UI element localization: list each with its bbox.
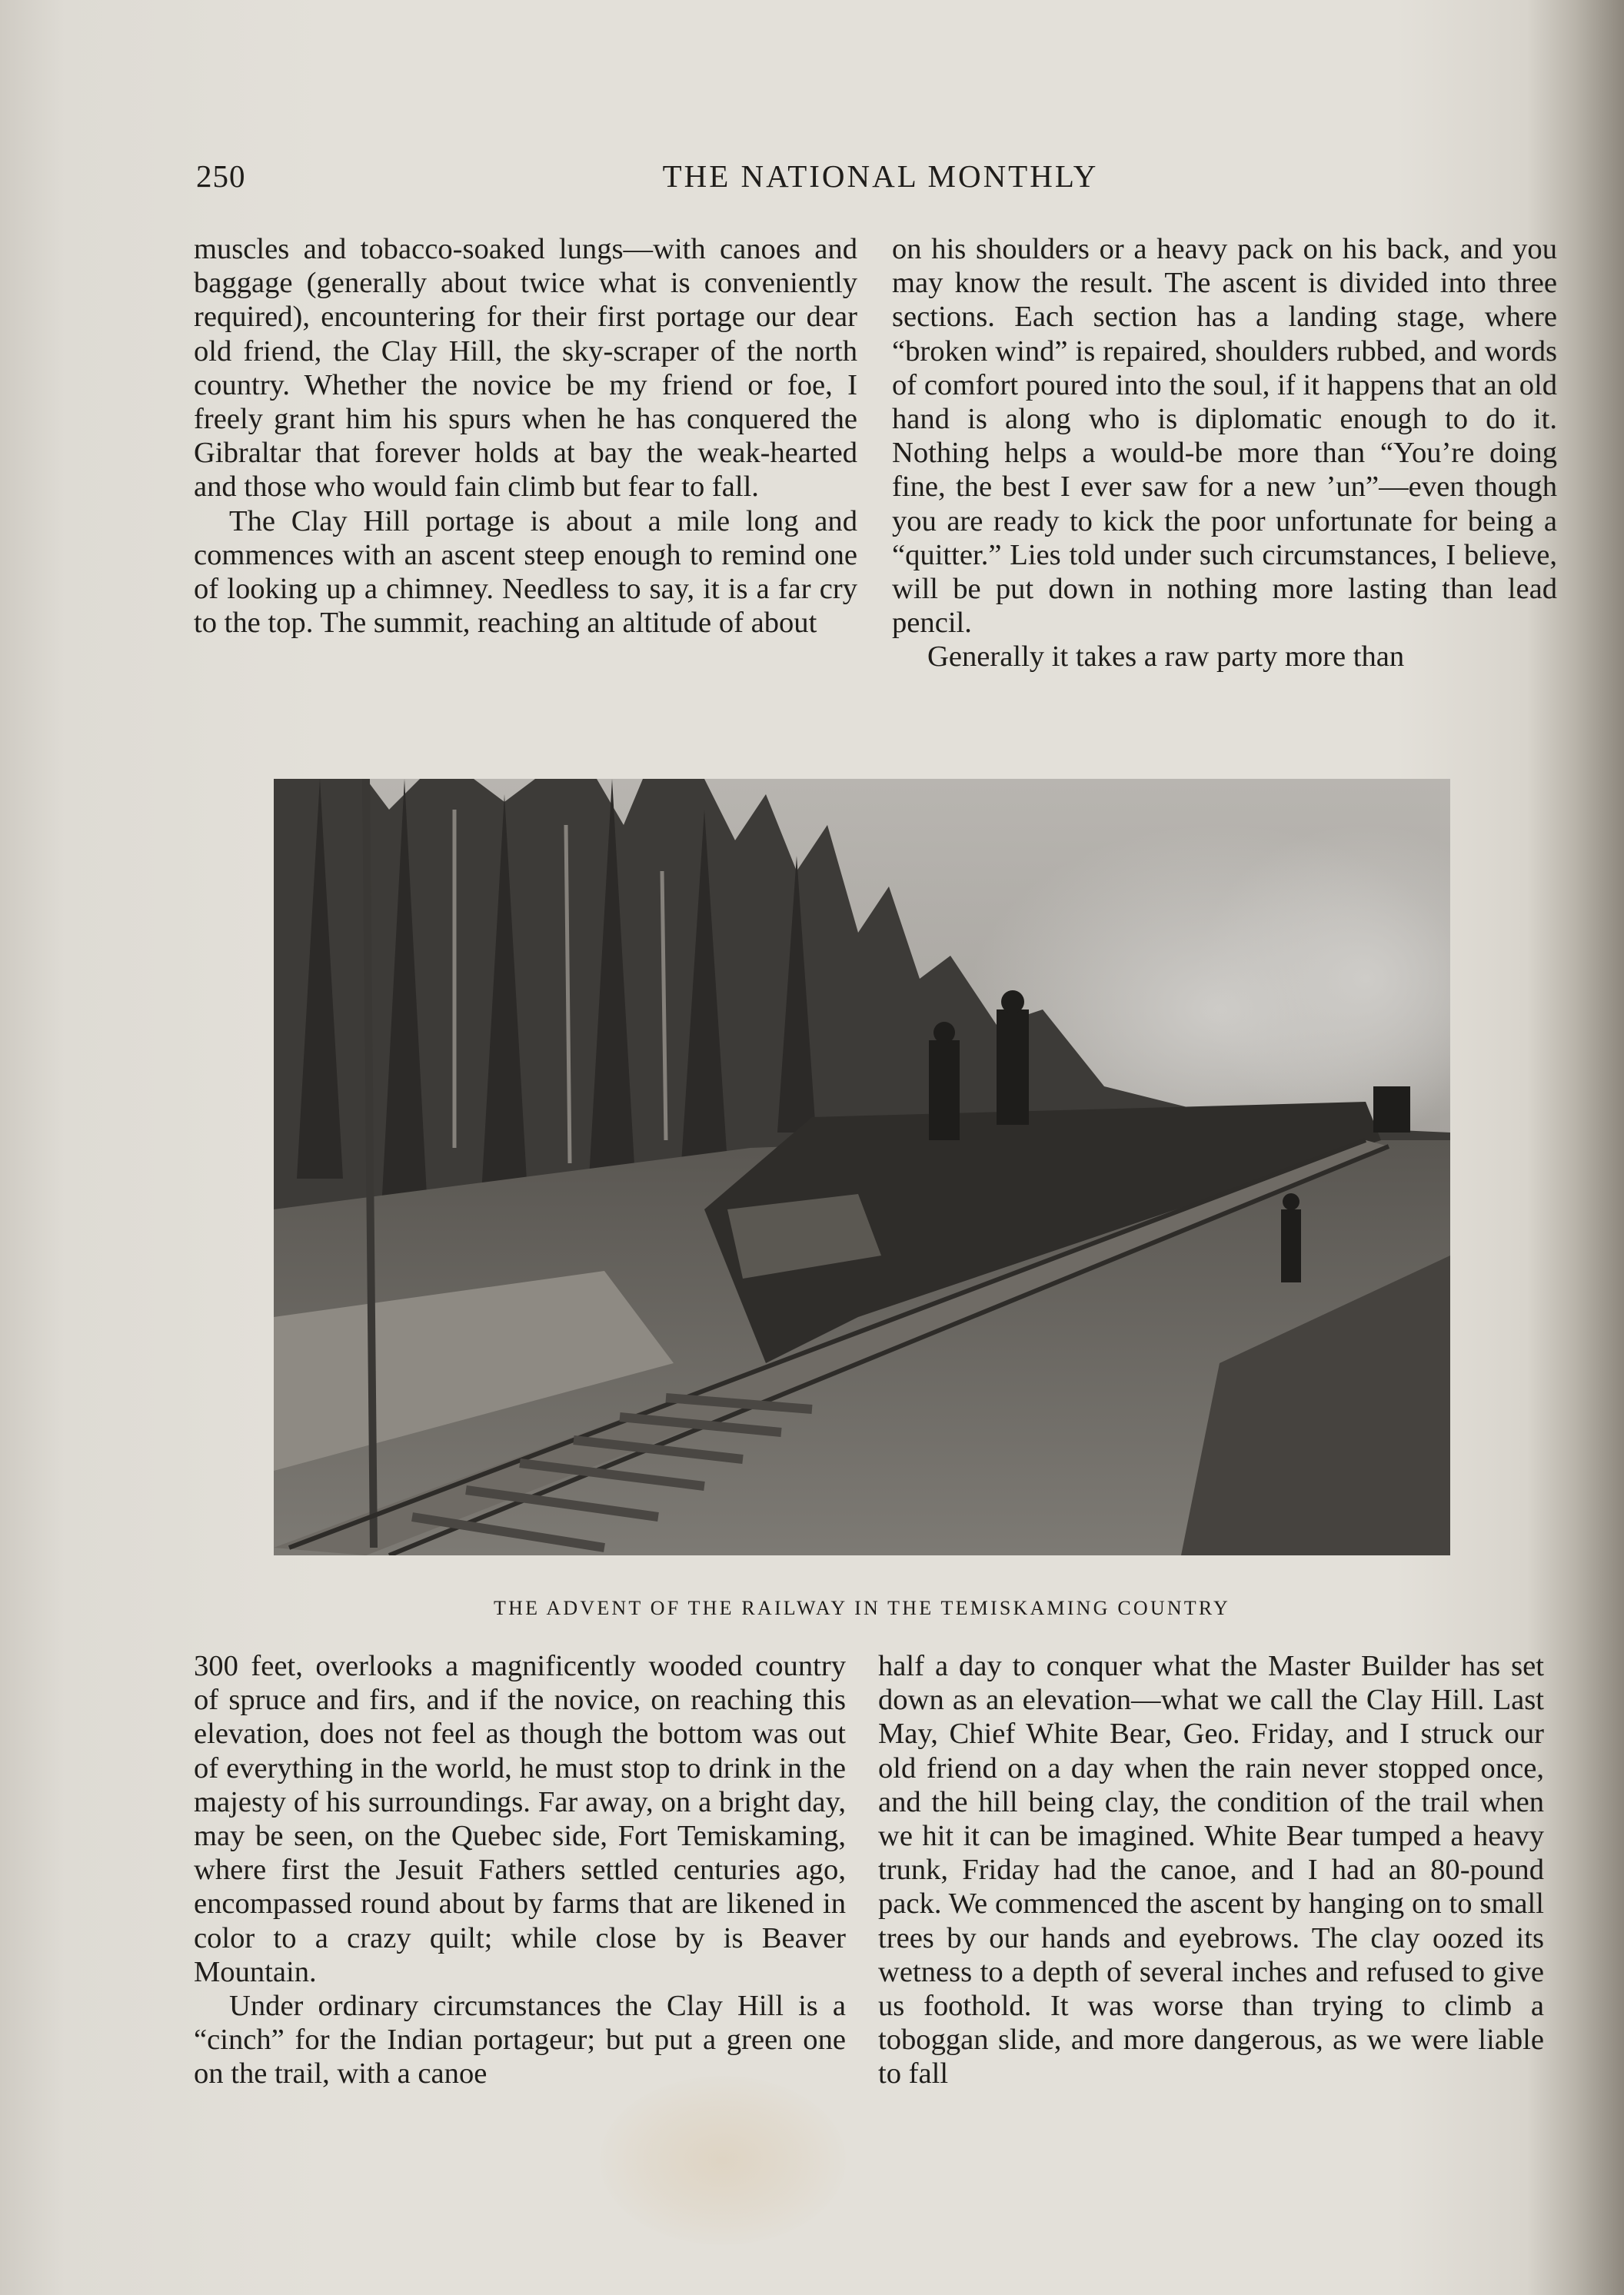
paragraph: Under ordinary circumstances the Clay Hill is a “cinch” for the Indian portageur; but put a green one on the trail, with a canoe: [194, 1990, 846, 2090]
text-column-left-bottom: [194, 1649, 846, 2091]
paragraph: Generally it takes a raw party more than: [927, 640, 1405, 674]
figure-caption: THE ADVENT OF THE RAILWAY IN THE TEMISKAMING COUNTRY: [494, 1597, 1230, 1619]
text-column-right-bottom: [878, 1649, 1544, 2091]
paragraph: half a day to conquer what the Master Builder has set down as an elevation—what we call the Clay Hill. Last May, Chief White Bear, Geo. Friday, and I struck our old friend on a day when the rain never stopped once, and the hill being clay, the condition of the trail when we hit it can be imagined. White Bear tumped a heavy trunk, Friday had the canoe, and I had an 80-pound pack. We commenced the ascent by hanging on to small trees by our hands and eyebrows. The clay oozed its wetness to a depth of several inches and refused to give us foothold. It was worse than trying to climb a toboggan slide, and more dangerous, as we were liable to fall: [878, 1650, 1544, 2090]
paragraph: The Clay Hill portage is about a mile long and commences with an ascent steep enough to remind one of looking up a chimney. Needless to say, it is a far cry to the top. The summit, reaching an altitude of about: [194, 504, 857, 640]
journal-title: THE NATIONAL MONTHLY: [662, 158, 1099, 194]
running-head: [196, 158, 1565, 204]
text-column-left-top: [194, 232, 857, 640]
railway-photograph-image: [274, 779, 1450, 1555]
paragraph: muscles and tobacco-soaked lungs—with canoes and baggage (generally about twice what is conveniently required), encountering for their first portage our dear old friend, the Clay Hill, the sky-scraper of the north country. Whether the novice be my friend or foe, I freely grant him his spurs when he has conquered the Gibraltar that forever holds at bay the weak-hearted and those who would fain climb but fear to fall.: [194, 233, 857, 504]
paragraph: 300 feet, overlooks a magnificently wooded country of spruce and firs, and if the novice, on reaching this elevation, does not feel as though the bottom was out of everything in the world, he must stop to drink in the majesty of his surroundings. Far away, on a bright day, may be seen, on the Quebec side, Fort Temiskaming, where first the Jesuit Fathers settled centuries ago, encompassed round about by farms that are likened in color to a crazy quilt; while close by is Beaver Mountain.: [194, 1650, 846, 1988]
railway-photograph: [274, 779, 1450, 1555]
paper-stain: [600, 2076, 846, 2245]
paragraph: on his shoulders or a heavy pack on his back, and you may know the result. The ascent is divided into three sections. Each section has a landing stage, where “broken wind” is repaired, shoulders rubbed, and words of comfort poured into the soul, if it happens that an old hand is along who is diplomatic enough to do it. Nothing helps a would-be more than “You’re doing fine, the best I ever saw for a new ’un”—even though you are ready to kick the poor unfortunate for being a “quitter.” Lies told under such circumstances, I believe, will be put down in nothing more lasting than lead pencil.: [892, 233, 1557, 640]
text-column-right-top: [892, 232, 1557, 674]
page-number: 250: [196, 158, 246, 194]
